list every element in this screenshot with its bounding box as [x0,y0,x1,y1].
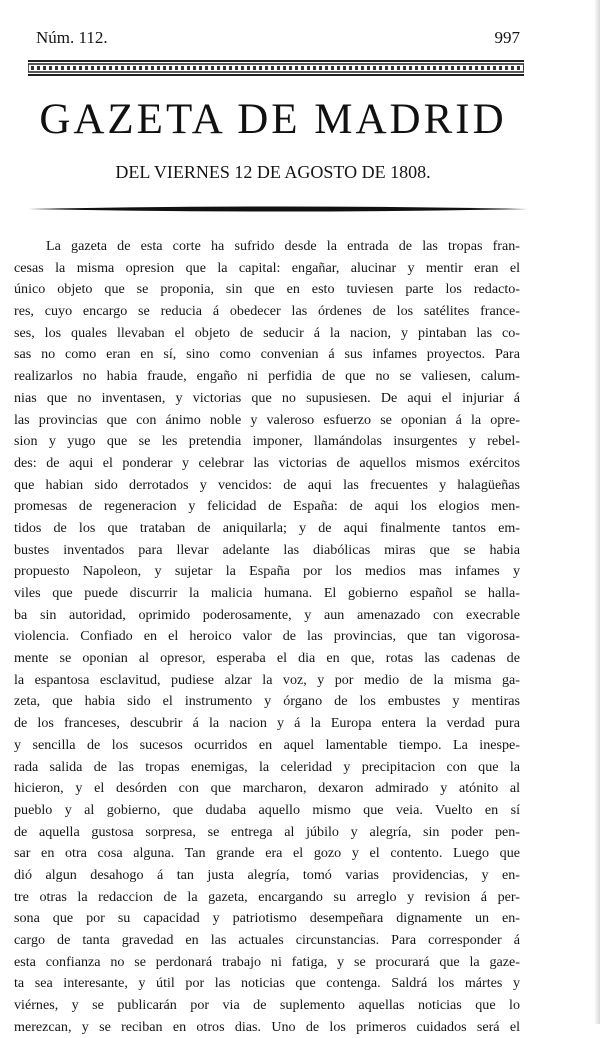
text-line: realizarlos no habia fraude, engaño ni perfidia de que no se valiesen, calum- [14,368,520,385]
text-line: cargo de tanta gravedad en las actuales circunstancias. Para corresponder á [14,932,520,948]
text-line: hicieron, y el desórden con que marcharon, dexaron admirado y atónito al [14,780,520,797]
page-number: 997 [494,28,520,47]
text-line: sar en otra cosa alguna. Tan grande era el gozo y el contento. Luego que [14,845,520,862]
dateline: DEL VIERNES 12 DE AGOSTO DE 1808. [115,162,431,182]
page-edge [594,0,600,1024]
text-line: viérnes, y se publicarán por via de suplemento aquellas noticias que lo [14,997,520,1014]
text-line: rada salida de las tropas enemigas, la celeridad y precipitacion con que la [14,758,520,775]
text-line: sas no como eran en sí, sino como convenian á sus infames proyectos. Para [14,346,520,363]
text-line: La gazeta de esta corte ha sufrido desde la entrada de las tropas fran- [46,238,520,254]
article-body [14,236,520,1038]
text-line: esta confianza no se perdonará trabajo ni fatiga, y se procurará que la gaze- [14,953,520,970]
issue-number: Núm. 112. [36,28,108,47]
text-line: ta sea interesante, y útil por las noticias que contenga. Saldrá los mártes y [14,975,520,992]
text-line: merezcan, y se reciban en otros dias. Uno de los primeros cuidados será el [14,1018,520,1035]
text-line: bustes inventados para llevar adelante las diabólicas miras que se habia [14,541,520,558]
text-line: mente se oponian al opresor, esperaba el dia en que, rotas las cadenas de [14,650,520,667]
text-line: tidos de los que trataban de aniquilarla; y de aqui finalmente tantos em- [14,519,520,536]
page-header [36,28,520,52]
text-line: y sencilla de los sucesos ocurridos en aquel lamentable tiempo. La inespe- [14,736,520,753]
text-line: promesas de regeneracion y felicidad de España: de aqui los elogios men- [14,498,520,515]
text-line: des: de aqui el ponderar y celebrar las victorias de aquellos mismos exércitos [14,454,520,471]
text-line: ba sin autoridad, oprimido poderosamente, y aun amenazado con execrable [14,606,520,623]
text-line: único objeto que se proponia, sin que en esto tuviesen parte los redacto- [14,281,520,298]
text-line: viles que puede discurrir la malicia humana. El gobierno español se halla- [14,585,520,601]
text-line: las provincias que con ánimo noble y valeroso esfuerzo se oponian á la opre- [14,411,520,428]
text-line: tre otras la redaccion de la gazeta, encargando su arreglo y revision á per- [14,888,520,905]
text-line: propuesto Napoleon, y sujetar la España por los medios mas infames y [14,563,520,580]
text-line: de aquella gustosa sorpresa, se entrega al júbilo y alegría, sin poder pen- [14,823,520,840]
text-line: de los franceses, descubrir á la nacion y á la Europa entera la verdad pura [14,715,520,732]
text-line: ses, los quales llevaban el objeto de seducir á la nacion, y pintaban las co- [14,324,520,341]
masthead-title: GAZETA DE MADRID [39,96,507,143]
text-line: nias que no inventasen, y victorias que no supusiesen. De aqui el injuriar á [14,389,520,406]
heavy-rule [28,205,528,213]
text-line: pueblo y al gobierno, que dudaba aquello mismo que veia. Vuelto en sí [14,801,520,818]
text-line: sion y yugo que se les pretendia imponer, llamándolas insurgentes y rebel- [14,433,520,450]
text-line: que habian sido derrotados y vencidos: de aqui las frecuentes y halagüeñas [14,476,520,493]
text-line: sona que por su capacidad y patriotismo desempeñara dignamente un en- [14,910,520,927]
text-line: dió algun desahogo á tan justa alegría, tomó varias providencias, y en- [14,866,520,883]
text-line: violencia. Confiado en el heroico valor de las provincias, que tan vigorosa- [14,628,520,645]
text-line: la espantosa esclavitud, pudiese alzar la voz, y por medio de la misma ga- [14,671,520,688]
text-line: res, cuyo encargo se reducia á obedecer las órdenes de los satélites france- [14,303,520,320]
decorative-border [28,58,524,78]
text-line: zeta, que habia sido el instrumento y órgano de los embustes y mentiras [14,693,520,710]
text-line: cesas la misma opresion que la capital: engañar, alucinar y mentir eran el [14,259,520,276]
